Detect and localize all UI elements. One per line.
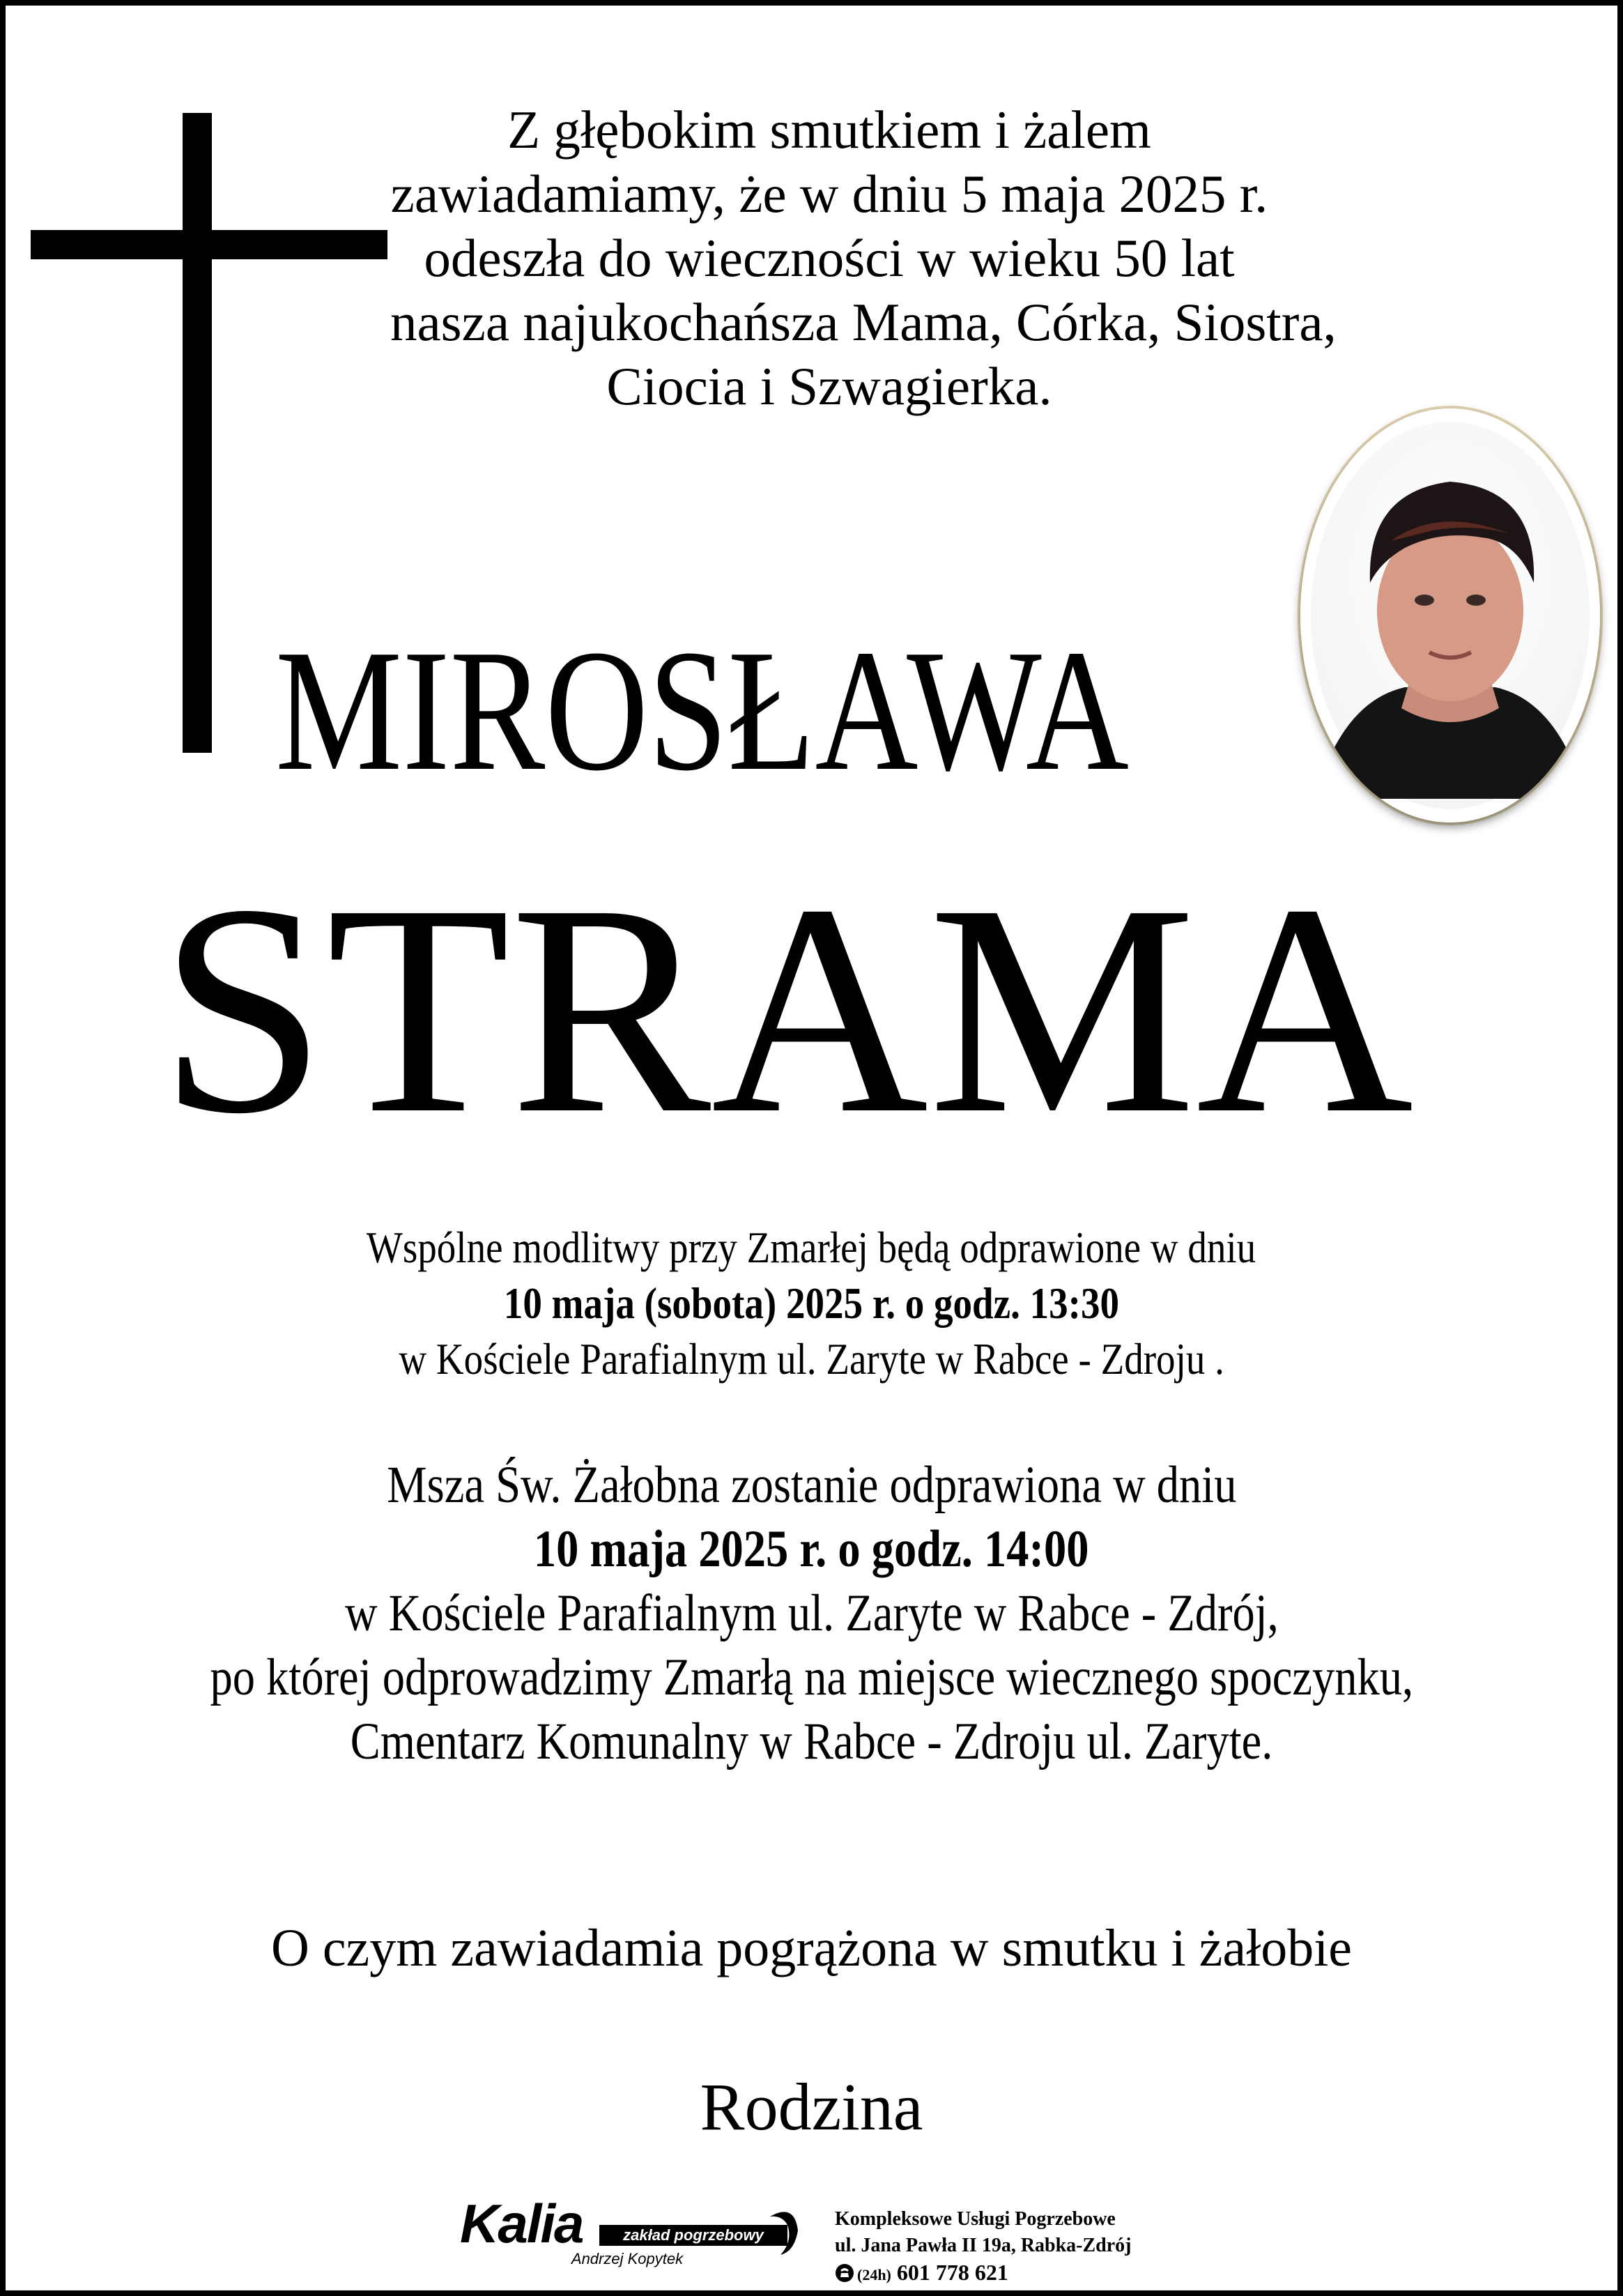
logo-tagline: zakład pogrzebowy <box>599 2225 787 2246</box>
deceased-surname: STRAMA <box>159 843 1414 1176</box>
contact-phone-line <box>835 2259 1132 2288</box>
phone-number: 601 778 621 <box>896 2260 1008 2285</box>
cross-horizontal-bar <box>31 230 387 259</box>
prayer-line: Wspólne modlitwy przy Zmarłej będą odprawione w dniu <box>367 1223 1256 1272</box>
intro-line: odeszła do wieczności w wieku 50 lat <box>424 228 1235 288</box>
contact-service: Kompleksowe Usługi Pogrzebowe <box>835 2208 1116 2230</box>
prayer-date: 10 maja (sobota) 2025 r. o godz. 13:30 <box>503 1278 1120 1328</box>
deceased-first-name: MIROSŁAWA <box>275 614 1130 807</box>
closing-line: O czym zawiadamia pogrążona w smutku i żałobie <box>270 1919 1353 1977</box>
phone-icon <box>835 2263 854 2283</box>
family-signature: Rodzina <box>700 2069 923 2144</box>
funeral-home-contact <box>835 2206 1132 2288</box>
intro-line: Z głębokim smutkiem i żalem <box>507 100 1151 160</box>
intro-line: Ciocia i Szwagierka. <box>606 356 1052 416</box>
mass-location: w Kościele Parafialnym ul. Zaryte w Rabce - Zdrój, <box>344 1584 1279 1642</box>
intro-line: zawiadamiamy, że w dniu 5 maja 2025 r. <box>390 164 1268 224</box>
logo-name: Kalia <box>460 2193 583 2254</box>
mass-burial-line: po której odprowadzimy Zmarłą na miejsce wiecznego spoczynku, <box>210 1648 1413 1706</box>
mass-cemetery: Cmentarz Komunalny w Rabce - Zdroju ul. Zaryte. <box>350 1713 1273 1770</box>
logo-owner: Andrzej Kopytek <box>571 2250 684 2267</box>
intro-line: nasza najukochańsza Mama, Córka, Siostra, <box>390 292 1337 352</box>
mass-date: 10 maja 2025 r. o godz. 14:00 <box>534 1520 1089 1578</box>
prayer-location: w Kościele Parafialnym ul. Zaryte w Rabce - Zdroju . <box>399 1334 1224 1384</box>
contact-address: ul. Jana Pawła II 19a, Rabka-Zdrój <box>835 2235 1132 2256</box>
logo-swoosh-icon <box>767 2203 801 2258</box>
phone-prefix: (24h) <box>857 2266 891 2283</box>
intro-announcement <box>390 98 1337 418</box>
mass-line: Msza Św. Żałobna zostanie odprawiona w dniu <box>386 1456 1237 1514</box>
prayer-info <box>0 1220 1623 1387</box>
funeral-home-logo <box>460 2193 808 2272</box>
mass-info <box>0 1453 1623 1774</box>
